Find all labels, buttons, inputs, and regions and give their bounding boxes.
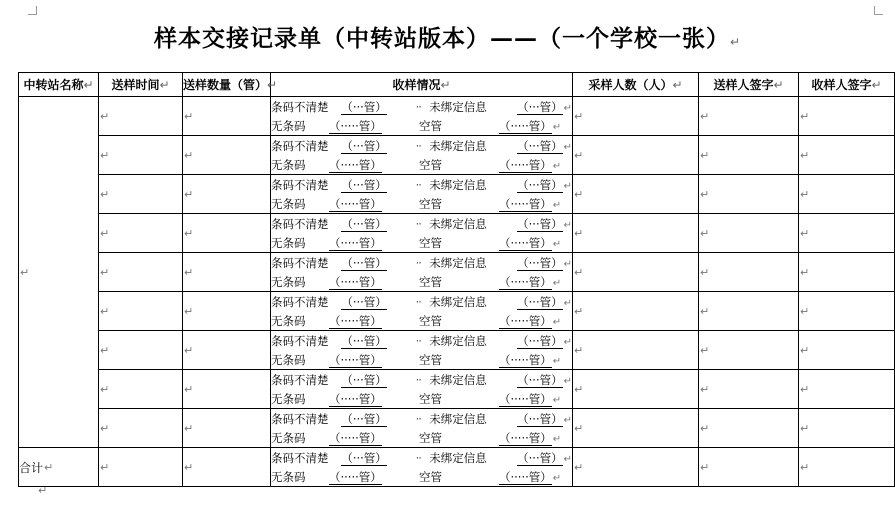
- header-receipt-status: 收样情况↵: [271, 73, 573, 97]
- receiver-signature-cell[interactable]: ↵: [799, 331, 895, 370]
- fill-empty-tube[interactable]: （·····管）: [499, 235, 552, 250]
- status-line-2: 无条码 （·····管） 空管 （·····管）↵: [271, 235, 562, 250]
- delivery-quantity-cell[interactable]: ↵: [183, 292, 271, 331]
- receipt-status-cell[interactable]: [271, 370, 573, 409]
- paragraph-mark-icon: ↵: [729, 35, 742, 49]
- fill-empty-tube[interactable]: （·····管）: [499, 274, 552, 289]
- fill-empty-tube[interactable]: （·····管）: [499, 157, 552, 172]
- receiver-signature-cell[interactable]: ↵: [799, 214, 895, 253]
- table-row: [19, 214, 895, 253]
- fill-no-barcode[interactable]: （·····管）: [329, 196, 382, 211]
- status-line-2: 无条码 （·····管） 空管 （·····管）↵: [271, 352, 562, 367]
- label-barcode-unclear: 条码不清楚: [271, 216, 329, 231]
- status-line-1: 条码不清楚 （···管） ·· 未绑定信息 （···管）↵: [271, 333, 572, 348]
- fill-no-barcode[interactable]: （·····管）: [329, 157, 382, 172]
- status-line-2: 无条码 （·····管） 空管 （·····管）↵: [271, 196, 562, 211]
- status-line-1: 条码不清楚 （···管） ·· 未绑定信息 （···管）↵: [271, 411, 572, 426]
- label-unbound-info: 未绑定信息: [429, 177, 487, 192]
- sampled-count-cell[interactable]: ↵: [573, 370, 699, 409]
- label-empty-tube: 空管: [419, 118, 442, 133]
- label-empty-tube: 空管: [419, 313, 442, 328]
- receipt-status-cell[interactable]: [271, 253, 573, 292]
- delivery-quantity-cell[interactable]: ↵: [183, 136, 271, 175]
- fill-no-barcode[interactable]: （·····管）: [329, 235, 382, 250]
- fill-unbound-info[interactable]: （···管）: [517, 450, 563, 465]
- sender-signature-cell[interactable]: ↵: [699, 253, 799, 292]
- delivery-time-cell[interactable]: ↵: [99, 97, 183, 136]
- receipt-status-cell[interactable]: [271, 97, 573, 136]
- delivery-time-cell[interactable]: ↵: [99, 409, 183, 448]
- label-no-barcode: 无条码: [271, 469, 306, 484]
- page-corner-mark-right: [874, 6, 883, 15]
- sampled-count-cell[interactable]: ↵: [573, 331, 699, 370]
- fill-barcode-unclear[interactable]: （···管）: [341, 372, 387, 387]
- total-sampled-count-cell[interactable]: ↵: [573, 448, 699, 487]
- label-barcode-unclear: 条码不清楚: [271, 372, 329, 387]
- page-title: [0, 20, 895, 53]
- sampled-count-cell[interactable]: ↵: [573, 136, 699, 175]
- receipt-status-cell[interactable]: [271, 409, 573, 448]
- receipt-status-cell[interactable]: [271, 175, 573, 214]
- fill-no-barcode[interactable]: （·····管）: [329, 274, 382, 289]
- label-no-barcode: 无条码: [271, 196, 306, 211]
- fill-no-barcode[interactable]: （·····管）: [329, 313, 382, 328]
- label-barcode-unclear: 条码不清楚: [271, 255, 329, 270]
- label-empty-tube: 空管: [419, 235, 442, 250]
- receiver-signature-cell[interactable]: ↵: [799, 97, 895, 136]
- label-no-barcode: 无条码: [271, 313, 306, 328]
- header-sender-signature: 送样人签字↵: [699, 73, 799, 97]
- fill-no-barcode[interactable]: （·····管）: [329, 118, 382, 133]
- receiver-signature-cell[interactable]: ↵: [799, 175, 895, 214]
- label-unbound-info: 未绑定信息: [429, 372, 487, 387]
- header-sampled-count: 采样人数（人）↵: [573, 73, 699, 97]
- status-line-2: 无条码 （·····管） 空管 （·····管）↵: [271, 157, 562, 172]
- table-row: [19, 253, 895, 292]
- sampled-count-cell[interactable]: ↵: [573, 175, 699, 214]
- fill-unbound-info[interactable]: （···管）: [517, 255, 563, 270]
- label-empty-tube: 空管: [419, 391, 442, 406]
- label-unbound-info: 未绑定信息: [429, 333, 487, 348]
- label-unbound-info: 未绑定信息: [429, 255, 487, 270]
- total-delivery-time-cell[interactable]: ↵: [99, 448, 183, 487]
- delivery-time-cell[interactable]: ↵: [99, 292, 183, 331]
- delivery-time-cell[interactable]: ↵: [99, 214, 183, 253]
- fill-empty-tube[interactable]: （·····管）: [499, 313, 552, 328]
- fill-unbound-info[interactable]: （···管）: [517, 138, 563, 153]
- label-empty-tube: 空管: [419, 196, 442, 211]
- fill-empty-tube[interactable]: （·····管）: [499, 469, 552, 484]
- total-sender-signature-cell[interactable]: ↵: [699, 448, 799, 487]
- label-empty-tube: 空管: [419, 157, 442, 172]
- label-unbound-info: 未绑定信息: [429, 411, 487, 426]
- receiver-signature-cell[interactable]: ↵: [799, 370, 895, 409]
- label-barcode-unclear: 条码不清楚: [271, 99, 329, 114]
- sender-signature-cell[interactable]: ↵: [699, 136, 799, 175]
- fill-barcode-unclear[interactable]: （···管）: [341, 294, 387, 309]
- fill-unbound-info[interactable]: （···管）: [517, 294, 563, 309]
- fill-unbound-info[interactable]: （···管）: [517, 333, 563, 348]
- header-receiver-signature: 收样人签字↵: [799, 73, 895, 97]
- fill-barcode-unclear[interactable]: （···管）: [341, 411, 387, 426]
- receiver-signature-cell[interactable]: ↵: [799, 409, 895, 448]
- sampled-count-cell[interactable]: ↵: [573, 292, 699, 331]
- receiver-signature-cell[interactable]: ↵: [799, 292, 895, 331]
- table-body: [19, 97, 895, 487]
- fill-empty-tube[interactable]: （·····管）: [499, 196, 552, 211]
- label-no-barcode: 无条码: [271, 352, 306, 367]
- label-barcode-unclear: 条码不清楚: [271, 411, 329, 426]
- table-row: [19, 175, 895, 214]
- status-line-1: 条码不清楚 （···管） ·· 未绑定信息 （···管）↵: [271, 177, 572, 192]
- label-barcode-unclear: 条码不清楚: [271, 294, 329, 309]
- status-line-2: 无条码 （·····管） 空管 （·····管）↵: [271, 274, 562, 289]
- status-line-1: 条码不清楚 （···管） ·· 未绑定信息 （···管）↵: [271, 450, 572, 465]
- label-no-barcode: 无条码: [271, 157, 306, 172]
- fill-barcode-unclear[interactable]: （···管）: [341, 216, 387, 231]
- table-header-row: [19, 73, 895, 97]
- sampled-count-cell[interactable]: ↵: [573, 409, 699, 448]
- status-line-2: 无条码 （·····管） 空管 （·····管）↵: [271, 469, 562, 484]
- receipt-status-cell[interactable]: [271, 331, 573, 370]
- delivery-time-cell[interactable]: ↵: [99, 253, 183, 292]
- fill-no-barcode[interactable]: （·····管）: [329, 391, 382, 406]
- fill-empty-tube[interactable]: （·····管）: [499, 118, 552, 133]
- table-row: [19, 331, 895, 370]
- total-receiver-signature-cell[interactable]: ↵: [799, 448, 895, 487]
- receipt-status-cell[interactable]: [271, 292, 573, 331]
- status-line-2: 无条码 （·····管） 空管 （·····管）↵: [271, 430, 562, 445]
- fill-barcode-unclear[interactable]: （···管）: [341, 177, 387, 192]
- label-empty-tube: 空管: [419, 274, 442, 289]
- delivery-time-cell[interactable]: ↵: [99, 331, 183, 370]
- status-line-2: 无条码 （·····管） 空管 （·····管）↵: [271, 118, 562, 133]
- label-no-barcode: 无条码: [271, 391, 306, 406]
- receipt-status-cell[interactable]: [271, 136, 573, 175]
- label-unbound-info: 未绑定信息: [429, 216, 487, 231]
- label-empty-tube: 空管: [419, 430, 442, 445]
- receiver-signature-cell[interactable]: ↵: [799, 253, 895, 292]
- label-no-barcode: 无条码: [271, 274, 306, 289]
- label-empty-tube: 空管: [419, 352, 442, 367]
- table-row: [19, 292, 895, 331]
- status-line-1: 条码不清楚 （···管） ·· 未绑定信息 （···管）↵: [271, 372, 572, 387]
- table-row: [19, 370, 895, 409]
- label-unbound-info: 未绑定信息: [429, 294, 487, 309]
- status-line-1: 条码不清楚 （···管） ·· 未绑定信息 （···管）↵: [271, 99, 572, 114]
- station-name-cell[interactable]: ↵: [19, 97, 99, 448]
- header-station-name: 中转站名称↵: [19, 73, 99, 97]
- title-text: 样本交接记录单（中转站版本）——（一个学校一张）: [153, 25, 730, 52]
- table-row: [19, 97, 895, 136]
- sender-signature-cell[interactable]: ↵: [699, 175, 799, 214]
- header-delivery-time: 送样时间↵: [99, 73, 183, 97]
- sample-handover-table: [18, 72, 895, 487]
- delivery-quantity-cell[interactable]: ↵: [183, 97, 271, 136]
- total-label-cell: 合计↵: [19, 448, 99, 487]
- label-unbound-info: 未绑定信息: [429, 99, 487, 114]
- label-barcode-unclear: 条码不清楚: [271, 177, 329, 192]
- delivery-time-cell[interactable]: ↵: [99, 370, 183, 409]
- label-barcode-unclear: 条码不清楚: [271, 333, 329, 348]
- status-line-2: 无条码 （·····管） 空管 （·····管）↵: [271, 313, 562, 328]
- delivery-time-cell[interactable]: ↵: [99, 175, 183, 214]
- delivery-quantity-cell[interactable]: ↵: [183, 370, 271, 409]
- receiver-signature-cell[interactable]: ↵: [799, 136, 895, 175]
- delivery-quantity-cell[interactable]: ↵: [183, 175, 271, 214]
- label-unbound-info: 未绑定信息: [429, 138, 487, 153]
- fill-empty-tube[interactable]: （·····管）: [499, 430, 552, 445]
- table-row: [19, 409, 895, 448]
- table-row: [19, 136, 895, 175]
- sampled-count-cell[interactable]: ↵: [573, 97, 699, 136]
- fill-barcode-unclear[interactable]: （···管）: [341, 255, 387, 270]
- fill-unbound-info[interactable]: （···管）: [517, 411, 563, 426]
- delivery-quantity-cell[interactable]: ↵: [183, 331, 271, 370]
- fill-unbound-info[interactable]: （···管）: [517, 372, 563, 387]
- total-row: [19, 448, 895, 487]
- fill-no-barcode[interactable]: （·····管）: [329, 352, 382, 367]
- fill-empty-tube[interactable]: （·····管）: [499, 391, 552, 406]
- fill-empty-tube[interactable]: （·····管）: [499, 352, 552, 367]
- fill-barcode-unclear[interactable]: （···管）: [341, 138, 387, 153]
- header-delivery-quantity: 送样数量（管）↵: [183, 73, 271, 97]
- sender-signature-cell[interactable]: ↵: [699, 292, 799, 331]
- status-line-2: 无条码 （·····管） 空管 （·····管）↵: [271, 391, 562, 406]
- total-label: 合计: [19, 460, 44, 475]
- status-line-1: 条码不清楚 （···管） ·· 未绑定信息 （···管）↵: [271, 216, 572, 231]
- fill-unbound-info[interactable]: （···管）: [517, 99, 563, 114]
- delivery-quantity-cell[interactable]: ↵: [183, 214, 271, 253]
- fill-barcode-unclear[interactable]: （···管）: [341, 99, 387, 114]
- receipt-status-cell[interactable]: [271, 214, 573, 253]
- status-line-1: 条码不清楚 （···管） ·· 未绑定信息 （···管）↵: [271, 294, 572, 309]
- total-delivery-quantity-cell[interactable]: ↵: [183, 448, 271, 487]
- label-barcode-unclear: 条码不清楚: [271, 138, 329, 153]
- status-line-1: 条码不清楚 （···管） ·· 未绑定信息 （···管）↵: [271, 138, 572, 153]
- label-no-barcode: 无条码: [271, 118, 306, 133]
- sampled-count-cell[interactable]: ↵: [573, 253, 699, 292]
- label-no-barcode: 无条码: [271, 235, 306, 250]
- fill-barcode-unclear[interactable]: （···管）: [341, 333, 387, 348]
- delivery-quantity-cell[interactable]: ↵: [183, 253, 271, 292]
- delivery-quantity-cell[interactable]: ↵: [183, 409, 271, 448]
- sender-signature-cell[interactable]: ↵: [699, 214, 799, 253]
- label-unbound-info: 未绑定信息: [429, 450, 487, 465]
- page-corner-mark-left: [28, 6, 37, 15]
- fill-no-barcode[interactable]: （·····管）: [329, 469, 382, 484]
- sender-signature-cell[interactable]: ↵: [699, 370, 799, 409]
- label-empty-tube: 空管: [419, 469, 442, 484]
- fill-barcode-unclear[interactable]: （···管）: [341, 450, 387, 465]
- sender-signature-cell[interactable]: ↵: [699, 97, 799, 136]
- fill-unbound-info[interactable]: （···管）: [517, 216, 563, 231]
- sender-signature-cell[interactable]: ↵: [699, 331, 799, 370]
- status-line-1: 条码不清楚 （···管） ·· 未绑定信息 （···管）↵: [271, 255, 572, 270]
- sender-signature-cell[interactable]: ↵: [699, 409, 799, 448]
- label-no-barcode: 无条码: [271, 430, 306, 445]
- trailing-paragraph-mark: ↵: [38, 484, 48, 497]
- sampled-count-cell[interactable]: ↵: [573, 214, 699, 253]
- fill-unbound-info[interactable]: （···管）: [517, 177, 563, 192]
- label-barcode-unclear: 条码不清楚: [271, 450, 329, 465]
- receipt-status-cell[interactable]: [271, 448, 573, 487]
- fill-no-barcode[interactable]: （·····管）: [329, 430, 382, 445]
- delivery-time-cell[interactable]: ↵: [99, 136, 183, 175]
